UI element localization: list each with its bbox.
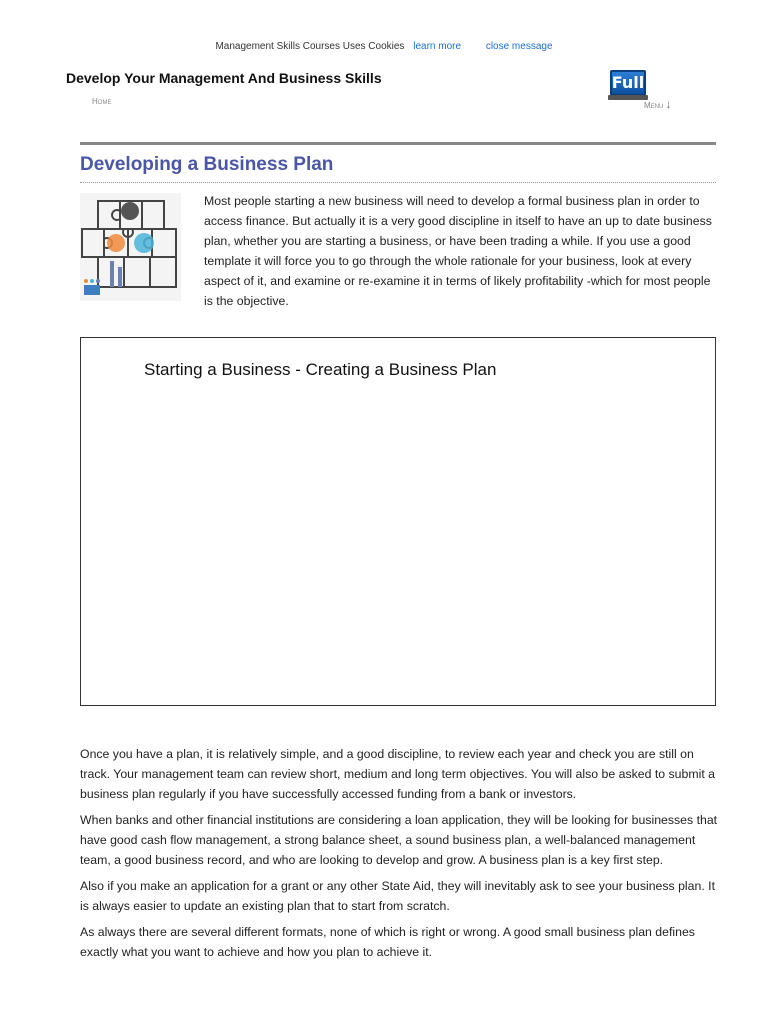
cookie-bar <box>0 41 768 52</box>
video-title[interactable]: Starting a Business - Creating a Business Plan <box>144 360 497 379</box>
badge-base <box>608 95 648 100</box>
nav-home-link[interactable]: Home <box>92 97 112 106</box>
body-paragraph: As always there are several different formats, none of which is right or wrong. A good small business plan defines exactly what you want to achieve and how you plan to achieve it. <box>80 925 695 959</box>
close-message-link[interactable]: close message <box>485 41 553 52</box>
top-divider <box>80 142 716 145</box>
puzzle-illustration <box>80 193 181 301</box>
site-title[interactable]: Develop Your Management And Business Skills <box>66 70 382 86</box>
body-paragraph: Also if you make an application for a grant or any other State Aid, they will inevitably ask to see your business plan. It is always easier to update an existing plan that to start from scratch. <box>80 879 716 913</box>
article-body <box>80 744 720 968</box>
cookie-message: Management Skills Courses Uses Cookies <box>215 41 405 52</box>
menu-label: Menu <box>644 101 664 110</box>
page-title: Developing a Business Plan <box>80 154 334 175</box>
learn-more-link[interactable]: learn more <box>413 41 462 52</box>
body-paragraph: Once you have a plan, it is relatively simple, and a good discipline, to review each year and check you are still on track. Your management team can review short, medium and long term objectives. You will also be asked to submit a business plan regularly if you have successfully accessed funding from a bank or investors. <box>80 747 715 801</box>
embedded-video[interactable] <box>80 337 716 706</box>
body-paragraph: When banks and other financial institutions are considering a loan application, they will be looking for businesses that have good cash flow management, a strong balance sheet, a sound business plan, a well-balanced management team, a good business record, and who are looking to develop and grow. A business plan is a key first step. <box>80 813 718 867</box>
intro-paragraph: Most people starting a new business will need to develop a formal business plan in order to access finance. But actually it is a very good discipline in itself to have an up to date business plan, whether you are starting a business, or have been trading a while. If you use a good template it will force you to go through the whole rationale for your business, look at every aspect of it, and examine or re-examine it in terms of likely profitability -which for most people is the objective. <box>204 194 712 308</box>
menu-toggle[interactable] <box>644 97 672 111</box>
arrow-down-icon: ↓ <box>665 97 672 111</box>
full-screen-badge-icon[interactable] <box>608 70 648 100</box>
badge-label: Full <box>611 73 645 92</box>
dotted-divider <box>80 182 716 183</box>
business-puzzle-image <box>80 193 181 301</box>
